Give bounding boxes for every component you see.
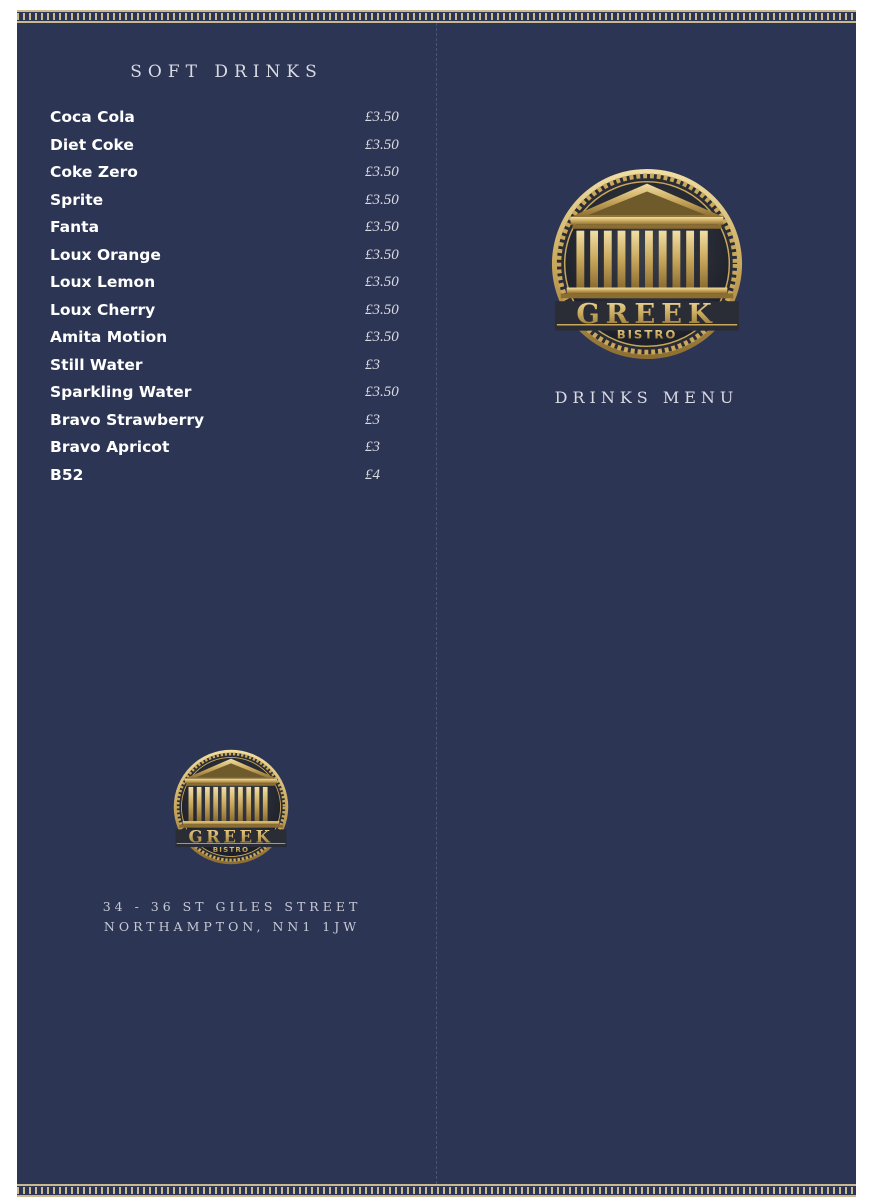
item-name: Loux Cherry: [50, 300, 156, 319]
item-price: £3.50: [365, 191, 399, 208]
item-price: £3: [365, 439, 380, 455]
item-price: £3.50: [365, 329, 399, 345]
greek-key-border-bottom: [17, 1184, 856, 1197]
menu-item: [50, 408, 410, 436]
drinks-menu-title: DRINKS MENU: [554, 388, 739, 407]
item-name: B52: [50, 465, 84, 484]
item-name: Diet Coke: [50, 135, 134, 154]
item-name: Loux Lemon: [50, 273, 156, 291]
item-name: Sparkling Water: [50, 383, 192, 401]
drinks-list: [50, 105, 410, 490]
parthenon-logo-icon: [549, 166, 745, 362]
address-line-2: NORTHAMPTON, NN1 1JW: [103, 919, 361, 934]
menu-item: [50, 353, 410, 381]
item-price: £3.50: [365, 301, 399, 318]
logo-bistro-text: BISTRO: [212, 844, 250, 854]
menu-item: [50, 435, 410, 463]
section-title: SOFT DRINKS: [130, 62, 323, 82]
fold-line: [436, 23, 437, 1184]
item-name: Coke Zero: [50, 163, 138, 181]
menu-item: [50, 215, 410, 243]
item-price: £3.50: [365, 136, 399, 153]
address-line-1: 34 - 36 ST GILES STREET: [102, 899, 362, 914]
menu-item: [50, 133, 410, 161]
item-name: Loux Orange: [50, 245, 161, 264]
item-price: £3.50: [365, 164, 399, 180]
menu-item: [50, 243, 410, 271]
item-price: £3: [365, 411, 380, 428]
menu-item: [50, 298, 410, 326]
menu-item: [50, 160, 410, 188]
menu-item: [50, 380, 410, 408]
logo-greek-text: GREEK: [576, 297, 718, 330]
menu-item: [50, 270, 410, 298]
menu-item: [50, 325, 410, 353]
menu-item: [50, 105, 410, 133]
item-name: Fanta: [50, 218, 100, 236]
greek-key-border-top: [17, 10, 856, 23]
item-price: £3.50: [365, 274, 399, 290]
item-price: £3: [365, 356, 380, 373]
item-name: Coca Cola: [50, 108, 135, 126]
item-price: £4: [365, 466, 380, 483]
parthenon-logo-icon: [172, 748, 290, 866]
item-name: Sprite: [50, 190, 104, 209]
menu-item: [50, 463, 410, 491]
menu-page: [17, 10, 856, 1197]
item-price: £3.50: [365, 219, 399, 235]
logo-bistro-text: BISTRO: [616, 327, 678, 342]
item-name: Still Water: [50, 355, 143, 374]
item-name: Amita Motion: [50, 328, 168, 346]
item-name: Bravo Apricot: [50, 438, 170, 456]
menu-item: [50, 188, 410, 216]
item-name: Bravo Strawberry: [50, 410, 205, 429]
item-price: £3.50: [365, 246, 399, 263]
item-price: £3.50: [365, 109, 399, 125]
logo-greek-text: GREEK: [188, 826, 274, 847]
item-price: £3.50: [365, 384, 399, 400]
